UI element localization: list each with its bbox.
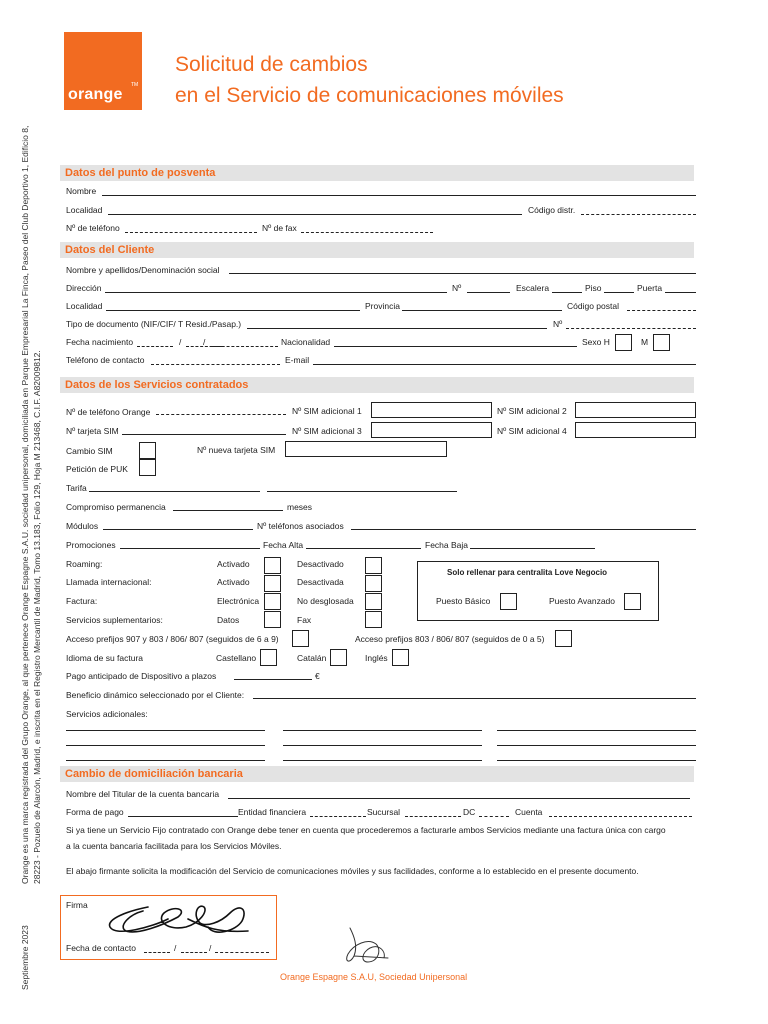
cliente-direccion-field[interactable] bbox=[105, 292, 447, 293]
serv-meses-label: meses bbox=[287, 502, 313, 512]
side-legal-line2: 28223 - Pozuelo de Alarcón, Madrid, e inscrita en el Registro Mercantil de Madrid, Tomo 13.183, Folio 129, Hoja M 213468, C.I.F. A82009812. bbox=[32, 350, 42, 884]
puesto-basico-checkbox[interactable] bbox=[500, 593, 517, 610]
serv-adicionales-field-6[interactable] bbox=[497, 745, 696, 746]
cliente-tel-field[interactable] bbox=[151, 364, 280, 365]
serv-llamada-desactivada-label: Desactivada bbox=[297, 577, 344, 587]
banco-dc-label: DC bbox=[463, 807, 476, 817]
cliente-cp-field[interactable] bbox=[627, 310, 696, 311]
serv-adicionales-field-9[interactable] bbox=[497, 760, 696, 761]
cliente-numero-label: Nº bbox=[452, 283, 462, 293]
serv-tarjeta-field[interactable] bbox=[122, 434, 286, 435]
firma-fecha-label: Fecha de contacto bbox=[66, 943, 136, 953]
serv-nueva-tarjeta-input[interactable] bbox=[285, 441, 447, 457]
cliente-sexo-m-label: M bbox=[641, 337, 649, 347]
cliente-puerta-field[interactable] bbox=[665, 292, 696, 293]
section-banco-title: Cambio de domiciliación bancaria bbox=[65, 768, 243, 780]
posventa-telefono-field[interactable] bbox=[125, 232, 257, 233]
serv-no-desglosada-checkbox[interactable] bbox=[365, 593, 382, 610]
logo-tm: TM bbox=[131, 82, 139, 88]
cliente-escalera-label: Escalera bbox=[516, 283, 550, 293]
serv-roaming-desactivado-label: Desactivado bbox=[297, 559, 344, 569]
serv-fecha-baja-field[interactable] bbox=[470, 548, 595, 549]
serv-fax-label: Fax bbox=[297, 615, 312, 625]
serv-sim3-input[interactable] bbox=[371, 422, 492, 438]
serv-datos-checkbox[interactable] bbox=[264, 611, 281, 628]
serv-adicionales-field-2[interactable] bbox=[283, 730, 482, 731]
serv-catalan-checkbox[interactable] bbox=[330, 649, 347, 666]
cliente-sexo-h-label: Sexo H bbox=[582, 337, 610, 347]
cliente-fechanac-slash1: / bbox=[179, 337, 182, 347]
firma-fecha-mes[interactable] bbox=[181, 952, 207, 953]
serv-electronica-label: Electrónica bbox=[217, 596, 260, 606]
banco-cuenta-label: Cuenta bbox=[515, 807, 543, 817]
serv-adicionales-field-7[interactable] bbox=[66, 760, 265, 761]
serv-ingles-label: Inglés bbox=[365, 653, 388, 663]
puesto-avanzado-label: Puesto Avanzado bbox=[549, 596, 616, 606]
cliente-nombre-label: Nombre y apellidos/Denominación social bbox=[66, 265, 220, 275]
cliente-tipodoc-label: Tipo de documento (NIF/CIF/ T Resid./Pasap.) bbox=[66, 319, 242, 329]
cliente-nombre-field[interactable] bbox=[229, 273, 696, 274]
serv-fax-checkbox[interactable] bbox=[365, 611, 382, 628]
serv-fecha-alta-label: Fecha Alta bbox=[263, 540, 304, 550]
banco-entidad-field[interactable] bbox=[310, 816, 366, 817]
serv-castellano-checkbox[interactable] bbox=[260, 649, 277, 666]
serv-tarifa-field-2[interactable] bbox=[267, 491, 457, 492]
serv-sim4-label: Nº SIM adicional 4 bbox=[497, 426, 567, 436]
serv-acceso2-label: Acceso prefijos 803 / 806/ 807 (seguidos de 0 a 5) bbox=[355, 634, 545, 644]
firma-label: Firma bbox=[66, 900, 88, 910]
serv-beneficio-field[interactable] bbox=[253, 698, 696, 699]
serv-llamada-label: Llamada internacional: bbox=[66, 577, 152, 587]
cliente-tel-label: Teléfono de contacto bbox=[66, 355, 145, 365]
posventa-telefono-label: Nº de teléfono bbox=[66, 223, 120, 233]
serv-castellano-label: Castellano bbox=[216, 653, 257, 663]
serv-idioma-label: Idioma de su factura bbox=[66, 653, 144, 663]
serv-cambio-sim-checkbox[interactable] bbox=[139, 442, 156, 459]
logo-text: orange bbox=[68, 86, 123, 103]
section-servicios-title: Datos de los Servicios contratados bbox=[65, 379, 249, 391]
serv-adicionales-field-5[interactable] bbox=[283, 745, 482, 746]
serv-datos-label: Datos bbox=[217, 615, 240, 625]
serv-fecha-alta-field[interactable] bbox=[306, 548, 421, 549]
cliente-cp-label: Código postal bbox=[567, 301, 619, 311]
cliente-fechanac-label: Fecha nacimiento bbox=[66, 337, 134, 347]
serv-pago-label: Pago anticipado de Dispositivo a plazos bbox=[66, 671, 217, 681]
side-legal-line1: Orange es una marca registrada del Grupo Orange, al que pertenece Orange Espagne S.A.U. sociedad unipersonal, domiciliada en Parque Empresarial La Finca, Paseo del Club Deportivo 1, Edificio 8, bbox=[20, 125, 30, 884]
cliente-provincia-label: Provincia bbox=[365, 301, 400, 311]
serv-adicionales-field-1[interactable] bbox=[66, 730, 265, 731]
cliente-email-field[interactable] bbox=[313, 364, 696, 365]
posventa-fax-field[interactable] bbox=[301, 232, 433, 233]
serv-tarifa-field-1[interactable] bbox=[89, 491, 260, 492]
serv-pago-field[interactable] bbox=[234, 679, 312, 680]
section-cliente-title: Datos del Cliente bbox=[65, 244, 155, 256]
cliente-fechanac-anio[interactable] bbox=[212, 346, 278, 347]
banco-dc-field[interactable] bbox=[479, 816, 509, 817]
company-signature bbox=[340, 922, 392, 970]
serv-promociones-label: Promociones bbox=[66, 540, 116, 550]
serv-tel-asociados-label: Nº teléfonos asociados bbox=[257, 521, 344, 531]
banco-aviso-line1: Si ya tiene un Servicio Fijo contratado con Orange debe tener en cuenta que procederemos a facturarle ambos Servicios mediante una factura única con cargo bbox=[66, 825, 666, 835]
serv-roaming-activado-checkbox[interactable] bbox=[264, 557, 281, 574]
puesto-avanzado-checkbox[interactable] bbox=[624, 593, 641, 610]
company-name: Orange Espagne S.A.U, Sociedad Unipersonal bbox=[280, 972, 468, 982]
section-servicios bbox=[60, 377, 694, 393]
serv-adicionales-field-8[interactable] bbox=[283, 760, 482, 761]
serv-puk-label: Petición de PUK bbox=[66, 464, 128, 474]
cliente-localidad-label: Localidad bbox=[66, 301, 103, 311]
serv-tel-orange-label: Nº de teléfono Orange bbox=[66, 407, 151, 417]
cliente-piso-field[interactable] bbox=[604, 292, 634, 293]
posventa-codigo-label: Código distr. bbox=[528, 205, 576, 215]
cliente-tipodoc-field[interactable] bbox=[247, 328, 547, 329]
firma-fecha-slash2: / bbox=[209, 943, 212, 953]
section-posventa bbox=[60, 165, 694, 181]
cliente-escalera-field[interactable] bbox=[552, 292, 582, 293]
banco-aviso-line2: a la cuenta bancaria facilitada para los Servicios Móviles. bbox=[66, 841, 282, 851]
puesto-basico-label: Puesto Básico bbox=[436, 596, 491, 606]
centralita-title: Solo rellenar para centralita Love Negocio bbox=[447, 568, 608, 577]
serv-sim2-input[interactable] bbox=[575, 402, 696, 418]
serv-ingles-checkbox[interactable] bbox=[392, 649, 409, 666]
posventa-nombre-field[interactable] bbox=[102, 195, 696, 196]
firma-fecha-dia[interactable] bbox=[144, 952, 170, 953]
banco-sucursal-field[interactable] bbox=[405, 816, 461, 817]
serv-roaming-label: Roaming: bbox=[66, 559, 103, 569]
serv-tel-orange-field[interactable] bbox=[156, 414, 286, 415]
serv-suplementarios-label: Servicios suplementarios: bbox=[66, 615, 163, 625]
serv-sim1-label: Nº SIM adicional 1 bbox=[292, 406, 362, 416]
serv-sim3-label: Nº SIM adicional 3 bbox=[292, 426, 362, 436]
section-posventa-title: Datos del punto de posventa bbox=[65, 167, 216, 179]
banco-cuenta-field[interactable] bbox=[549, 816, 692, 817]
posventa-nombre-label: Nombre bbox=[66, 186, 97, 196]
cliente-numdoc-label: Nº bbox=[553, 319, 563, 329]
serv-factura-label: Factura: bbox=[66, 596, 98, 606]
banco-titular-label: Nombre del Titular de la cuenta bancaria bbox=[66, 789, 220, 799]
cliente-provincia-field[interactable] bbox=[402, 310, 562, 311]
cliente-numero-field[interactable] bbox=[467, 292, 510, 293]
serv-llamada-desactivada-checkbox[interactable] bbox=[365, 575, 382, 592]
cliente-sexo-m-checkbox[interactable] bbox=[653, 334, 670, 351]
serv-fecha-baja-label: Fecha Baja bbox=[425, 540, 468, 550]
serv-tarifa-label: Tarifa bbox=[66, 483, 87, 493]
side-date: Septiembre 2023 bbox=[20, 925, 30, 990]
serv-adicionales-field-4[interactable] bbox=[66, 745, 265, 746]
serv-adicionales-field-3[interactable] bbox=[497, 730, 696, 731]
signature-scribble bbox=[108, 897, 258, 945]
serv-compromiso-label: Compromiso permanencia bbox=[66, 502, 166, 512]
serv-sim4-input[interactable] bbox=[575, 422, 696, 438]
firma-fecha-anio[interactable] bbox=[215, 952, 269, 953]
orange-logo bbox=[64, 32, 142, 110]
cliente-direccion-label: Dirección bbox=[66, 283, 102, 293]
serv-adicionales-label: Servicios adicionales: bbox=[66, 709, 148, 719]
section-banco bbox=[60, 766, 694, 782]
serv-sim2-label: Nº SIM adicional 2 bbox=[497, 406, 567, 416]
serv-llamada-activado-checkbox[interactable] bbox=[264, 575, 281, 592]
posventa-fax-label: Nº de fax bbox=[262, 223, 297, 233]
banco-forma-pago-field[interactable] bbox=[128, 816, 238, 817]
serv-acceso2-checkbox[interactable] bbox=[555, 630, 572, 647]
serv-roaming-activado-label: Activado bbox=[217, 559, 250, 569]
cliente-nacionalidad-field[interactable] bbox=[334, 346, 577, 347]
banco-forma-pago-label: Forma de pago bbox=[66, 807, 124, 817]
cliente-numdoc-field[interactable] bbox=[566, 328, 696, 329]
serv-modulos-label: Módulos bbox=[66, 521, 99, 531]
serv-tel-asociados-field[interactable] bbox=[351, 529, 696, 530]
cliente-puerta-label: Puerta bbox=[637, 283, 663, 293]
serv-promociones-field[interactable] bbox=[120, 548, 260, 549]
firma-fecha-slash1: / bbox=[174, 943, 177, 953]
serv-compromiso-field[interactable] bbox=[173, 510, 283, 511]
serv-catalan-label: Catalán bbox=[297, 653, 327, 663]
banco-declaracion: El abajo firmante solicita la modificación del Servicio de comunicaciones móviles y sus facilidades, conforme a lo establecido en el presente documento. bbox=[66, 866, 639, 876]
cliente-fechanac-dia[interactable] bbox=[137, 346, 173, 347]
posventa-localidad-field[interactable] bbox=[108, 214, 522, 215]
serv-beneficio-label: Beneficio dinámico seleccionado por el Cliente: bbox=[66, 690, 245, 700]
serv-electronica-checkbox[interactable] bbox=[264, 593, 281, 610]
posventa-localidad-label: Localidad bbox=[66, 205, 103, 215]
section-cliente bbox=[60, 242, 694, 258]
cliente-fechanac-slash2: / bbox=[203, 337, 206, 347]
cliente-localidad-field[interactable] bbox=[106, 310, 360, 311]
serv-no-desglosada-label: No desglosada bbox=[297, 596, 354, 606]
serv-tarjeta-label: Nº tarjeta SIM bbox=[66, 426, 119, 436]
posventa-codigo-field[interactable] bbox=[581, 214, 696, 215]
cliente-sexo-h-checkbox[interactable] bbox=[615, 334, 632, 351]
serv-nueva-tarjeta-label: Nº nueva tarjeta SIM bbox=[197, 445, 276, 455]
serv-modulos-field[interactable] bbox=[103, 529, 253, 530]
cliente-piso-label: Piso bbox=[585, 283, 602, 293]
page-title-line2: en el Servicio de comunicaciones móviles bbox=[175, 84, 564, 107]
serv-cambio-sim-label: Cambio SIM bbox=[66, 446, 113, 456]
serv-acceso1-checkbox[interactable] bbox=[292, 630, 309, 647]
serv-sim1-input[interactable] bbox=[371, 402, 492, 418]
cliente-nacionalidad-label: Nacionalidad bbox=[281, 337, 331, 347]
cliente-email-label: E-mail bbox=[285, 355, 310, 365]
banco-titular-field[interactable] bbox=[228, 798, 690, 799]
banco-entidad-label: Entidad financiera bbox=[238, 807, 307, 817]
serv-llamada-activado-label: Activado bbox=[217, 577, 250, 587]
serv-roaming-desactivado-checkbox[interactable] bbox=[365, 557, 382, 574]
banco-sucursal-label: Sucursal bbox=[367, 807, 401, 817]
serv-euro-label: € bbox=[315, 671, 320, 681]
serv-puk-checkbox[interactable] bbox=[139, 459, 156, 476]
page-title-line1: Solicitud de cambios bbox=[175, 53, 368, 76]
serv-acceso1-label: Acceso prefijos 907 y 803 / 806/ 807 (seguidos de 6 a 9) bbox=[66, 634, 279, 644]
